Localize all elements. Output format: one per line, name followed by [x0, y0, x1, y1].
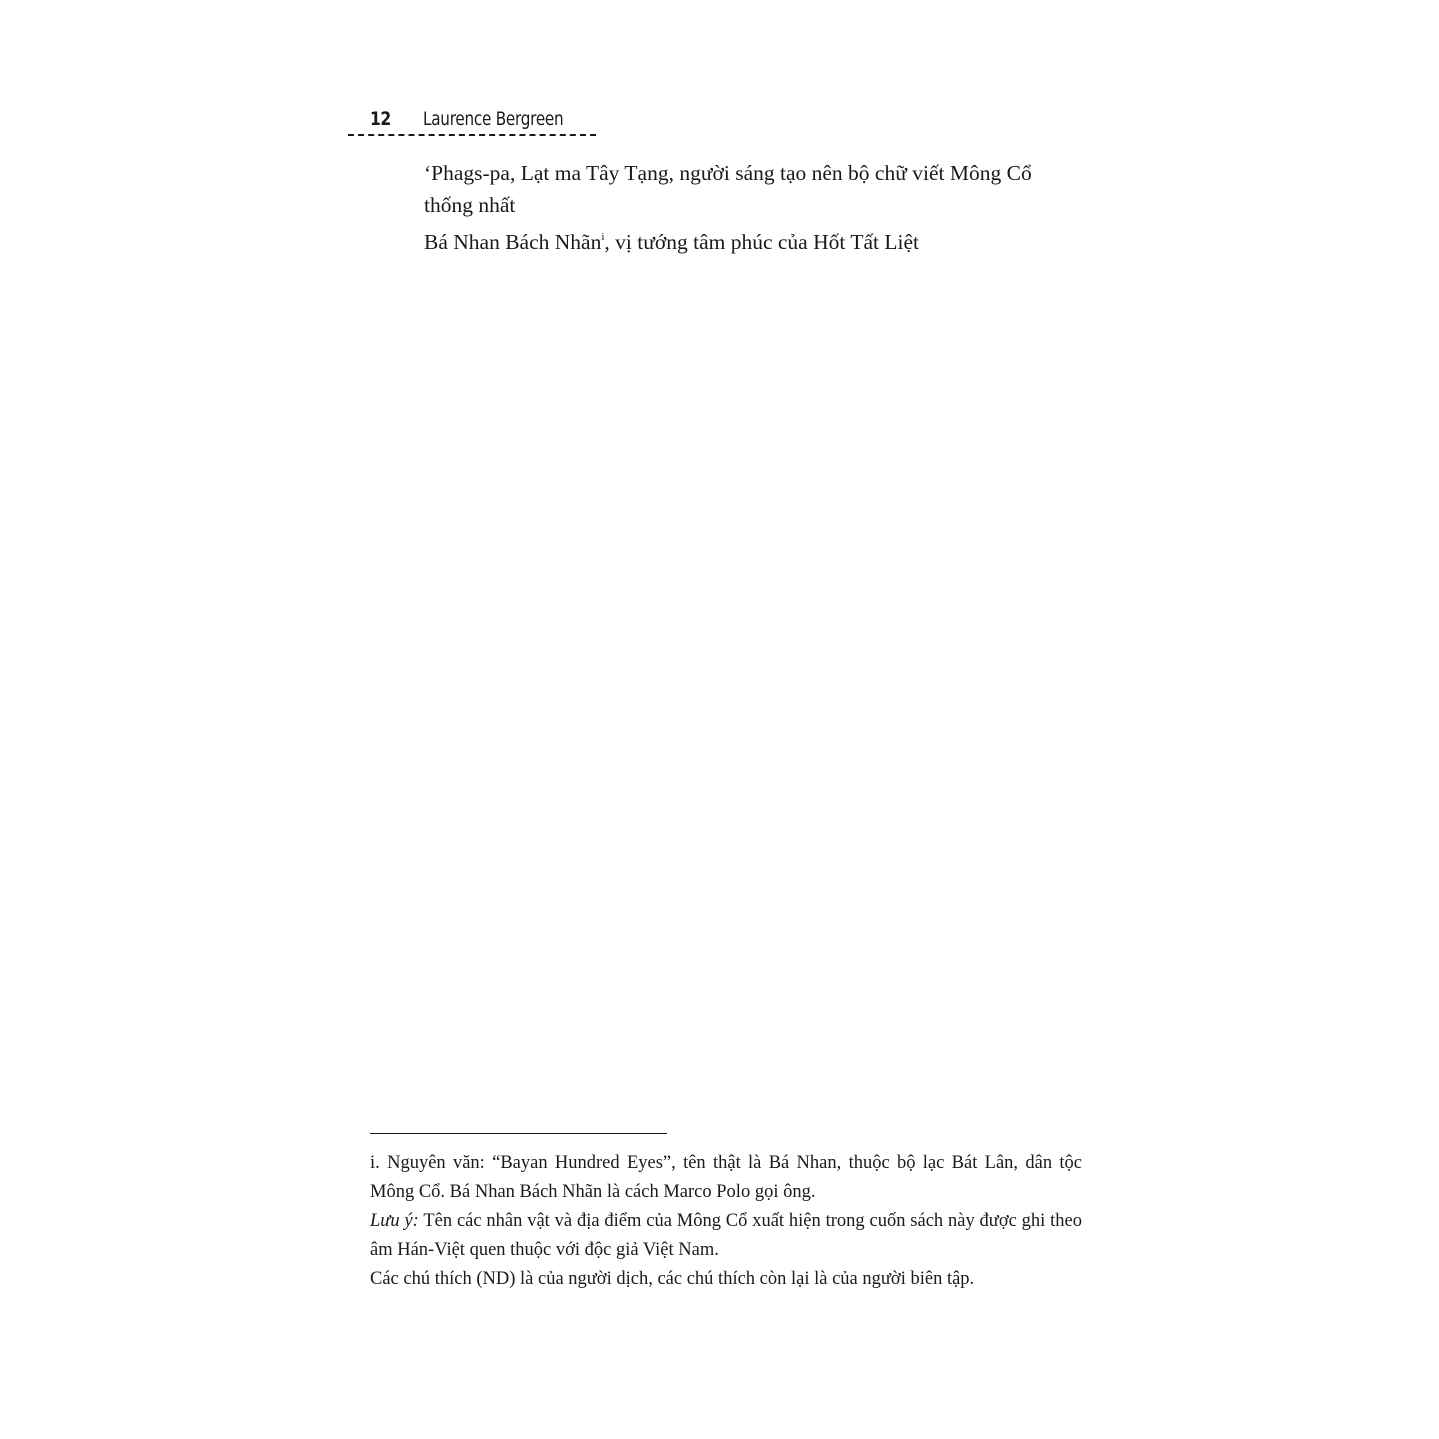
running-header-author: Laurence Bergreen [423, 108, 564, 130]
note-paragraph [370, 1207, 1082, 1265]
annotation-credits: Các chú thích (ND) là của người dịch, các chú thích còn lại là của người biên tập. [370, 1269, 975, 1289]
footnote-i: i. Nguyên văn: “Bayan Hundred Eyes”, tên thật là Bá Nhan, thuộc bộ lạc Bát Lân, dân tộc Mông Cổ. Bá Nhan Bách Nhãn là cách Marco Polo gọi ông. [370, 1153, 1082, 1202]
character-description: , vị tướng tâm phúc của Hốt Tất Liệt [604, 230, 919, 254]
page-number: 12 [370, 108, 391, 130]
character-entry [424, 226, 1044, 258]
character-list [424, 157, 1044, 263]
character-entry-text: ‘Phags-pa, Lạt ma Tây Tạng, người sáng tạo nên bộ chữ viết Mông Cổ thống nhất [424, 161, 1032, 217]
note-text: Tên các nhân vật và địa điểm của Mông Cổ xuất hiện trong cuốn sách này được ghi theo âm Hán-Việt quen thuộc với độc giả Việt Nam. [370, 1211, 1082, 1260]
running-header [348, 106, 596, 136]
character-name: Bá Nhan Bách Nhãn [424, 230, 602, 254]
footnotes [370, 1149, 1082, 1294]
character-entry [424, 157, 1044, 221]
footnote-divider [370, 1133, 667, 1134]
note-label: Lưu ý: [370, 1211, 419, 1231]
footnote-marker: i [601, 231, 605, 243]
